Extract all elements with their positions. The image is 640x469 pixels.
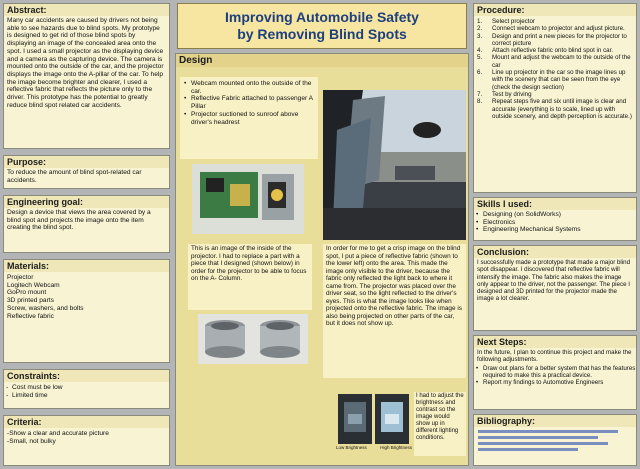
procedure-step: 5. Mount and adjust the webcam to the outside of the car	[477, 54, 631, 69]
skills-heading: Skills I used:	[474, 198, 636, 210]
next-step-bullet: • Report my findings to Automotive Engineers	[474, 379, 636, 386]
procedure-panel	[473, 3, 637, 193]
low-brightness-photo	[338, 394, 372, 444]
skill-item: • Designing (on SolidWorks)	[474, 211, 636, 219]
car-blind-spot-photo	[323, 90, 466, 240]
next-steps-heading: Next Steps:	[474, 336, 636, 348]
next-step-bullet: • Draw out plans for a better system that has the features required to make this a practical device.	[474, 365, 636, 380]
conclusion-text: I successfully made a prototype that made a major blind spot disappear. I discovered that reflective fabric will intensify the image. The fabric also makes the image only appear to the driver, not the passenger. The piece I designed and 3D printed for the projector made the image a lot clearer.	[477, 259, 631, 303]
projector-interior-photo	[192, 164, 304, 234]
brightness-caption: I had to adjust the brightness and contrast so the image would show up in different lighting conditions.	[416, 393, 464, 441]
material-item: GoPro mount	[7, 289, 47, 297]
low-brightness-label: Low Brightness	[336, 445, 367, 450]
materials-heading: Materials:	[4, 260, 169, 272]
printed-part-photo	[198, 314, 308, 364]
bibliography-entry	[478, 442, 608, 445]
constraints-panel	[3, 369, 170, 409]
design-heading: Design	[176, 54, 468, 67]
procedure-step: 4. Attach reflective fabric onto blind spot in car.	[477, 47, 614, 55]
bibliography-entry	[478, 436, 598, 439]
abstract-text: Many car accidents are caused by drivers not being able to see hazards due to blind spots. My prototype is designed to get rid of those blind spots by displaying an image of the concealed area onto the spot. I used a small projector as the displaying device and a camera as the capturing device. The camera is mounted onto the outside of the car, and the projector displays the image onto the A-pillar of the car. To help the image become brighter and clearer, I used a reflective fabric that reflects the picture only to the driver. This prototype has the potential to greatly reduce blind spot related car accidents.	[7, 17, 164, 109]
engineering-goal-heading: Engineering goal:	[4, 196, 169, 208]
purpose-heading: Purpose:	[4, 156, 169, 168]
procedure-step: 6. Line up projector in the car so the image lines up with the scenery that can be seen from the eye (check the design section)	[477, 69, 626, 91]
procedure-heading: Procedure:	[474, 4, 636, 16]
purpose-panel	[3, 155, 170, 189]
purpose-text: To reduce the amount of blind spot-related car accidents.	[7, 169, 142, 184]
skill-item: • Electronics	[474, 219, 636, 227]
high-brightness-label: High Brightness	[380, 445, 412, 450]
criteria-item: -Show a clear and accurate picture	[7, 430, 109, 437]
design-bullet: • Webcam mounted onto the outside of the car.	[182, 80, 316, 95]
design-panel	[175, 53, 469, 466]
material-item: Logitech Webcam	[7, 281, 60, 289]
skills-panel	[473, 197, 637, 241]
criteria-panel	[3, 415, 170, 466]
material-item: Projector	[7, 274, 34, 281]
material-item: Screw, washers, and bolts	[7, 304, 84, 312]
procedure-step: 7. Test by driving	[477, 90, 532, 98]
procedure-step: 1. Select projector	[477, 18, 535, 25]
reflective-fabric-caption: In order for me to get a crisp image on the blind spot, I put a piece of reflective fabric (shown to the lower left) onto the area. This made the image only visible to the driver, because the fabric only reflected the light back to where it came from. The projector was placed over the driver seat, so the light reflected to the driver's eyes. This is what the image looks like when projected onto the reflective fabric. The image is also being projected on other parts of the car, but it does not show up.	[326, 245, 462, 327]
material-item: 3D printed parts	[7, 297, 54, 305]
constraints-heading: Constraints:	[4, 370, 169, 382]
conclusion-heading: Conclusion:	[474, 246, 636, 258]
bibliography-panel	[473, 414, 637, 466]
design-bullet: • Reflective Fabric attached to passenger A Pillar	[182, 95, 316, 110]
next-steps-panel	[473, 335, 637, 410]
skill-item: • Engineering Mechanical Systems	[474, 226, 636, 234]
criteria-heading: Criteria:	[4, 416, 169, 428]
bibliography-entry	[478, 448, 578, 451]
material-item: Reflective fabric	[7, 312, 54, 320]
criteria-item: -Small, not bulky	[7, 437, 56, 445]
bibliography-heading: Bibliography:	[474, 415, 636, 427]
abstract-panel	[3, 3, 170, 149]
next-steps-text: In the future, I plan to continue this project and make the following adjustments.	[477, 349, 632, 364]
poster-title	[177, 3, 467, 49]
high-brightness-photo	[375, 394, 409, 444]
design-bullet: • Projector suctioned to sunroof above driver's headrest	[182, 111, 316, 126]
title-line-1: Improving Automobile Safety	[225, 9, 419, 25]
procedure-step: 2. Connect webcam to projector and adjust picture.	[477, 25, 625, 33]
conclusion-panel	[473, 245, 637, 331]
procedure-step: 3. Design and print a new pieces for the projector to correct picture	[477, 32, 627, 47]
constraint-item: - Limited time	[4, 392, 169, 400]
engineering-goal-panel	[3, 195, 170, 253]
materials-panel	[3, 259, 170, 363]
bibliography-entry	[478, 430, 618, 433]
procedure-step: 8. Repeat steps five and six until image is clear and accurate (everything is to scale, lined up with outside scenery, and depth perception is accurate.)	[477, 98, 632, 120]
title-line-2: by Removing Blind Spots	[237, 26, 407, 42]
constraint-item: - Cost must be low	[4, 384, 169, 392]
projector-caption: This is an image of the inside of the projector. I had to replace a part with a piece that I designed (shown below) in order for the projector to be able to focus on the A- Column.	[191, 245, 307, 282]
abstract-heading: Abstract:	[4, 4, 169, 16]
engineering-goal-text: Design a device that views the area covered by a blind spot and projects the image onto the item creating the blind spot.	[7, 209, 151, 232]
